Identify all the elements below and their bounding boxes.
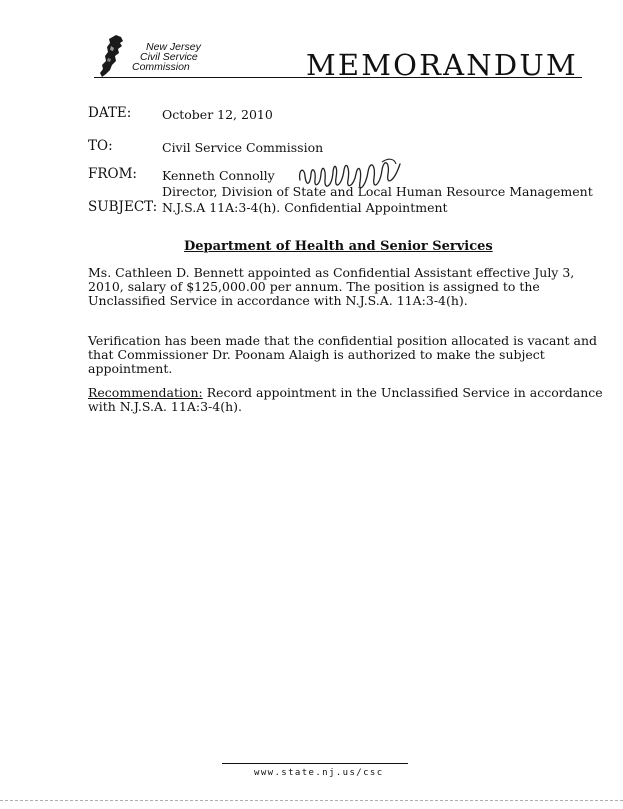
recommendation-text: Record appointment in the Unclassified Service in accordance	[202, 385, 603, 400]
recommendation-line	[88, 385, 603, 400]
date-value: October 12, 2010	[162, 107, 273, 122]
paragraph-line: Unclassified Service in accordance with N.J.S.A. 11A:3-4(h).	[88, 293, 468, 308]
footer-url[interactable]: www.state.nj.us/csc	[254, 768, 384, 778]
agency-name	[132, 42, 201, 72]
paragraph-line: Ms. Cathleen D. Bennett appointed as Confidential Assistant effective July 3,	[88, 265, 575, 280]
from-title: Director, Division of State and Local Human Resource Management	[162, 184, 593, 199]
recommendation-paragraph	[88, 385, 603, 414]
agency-line-1: New Jersey	[146, 41, 201, 53]
department-heading: Department of Health and Senior Services	[184, 239, 493, 254]
verification-paragraph	[88, 333, 598, 376]
scan-edge-divider	[0, 800, 623, 801]
to-label: TO:	[88, 138, 113, 154]
from-label: FROM:	[88, 166, 137, 182]
paragraph-line: that Commissioner Dr. Poonam Alaigh is authorized to make the subject	[88, 347, 545, 362]
paragraph-line: 2010, salary of $125,000.00 per annum. The position is assigned to the	[88, 279, 540, 294]
state-silhouette-icon	[94, 34, 130, 78]
recommendation-label: Recommendation:	[88, 385, 203, 400]
agency-line-3: Commission	[132, 61, 190, 73]
from-name: Kenneth Connolly	[162, 168, 275, 183]
agency-line-2: Civil Service	[140, 51, 198, 63]
memo-title: MEMORANDUM	[306, 48, 578, 82]
appointment-paragraph	[88, 265, 575, 308]
footer-rule	[222, 763, 408, 764]
to-value: Civil Service Commission	[162, 140, 324, 155]
paragraph-line: appointment.	[88, 361, 173, 376]
header-rule	[94, 77, 582, 78]
subject-value: N.J.S.A 11A:3-4(h). Confidential Appointment	[162, 200, 448, 215]
date-label: DATE:	[88, 105, 132, 121]
signature	[296, 156, 406, 198]
recommendation-line-2: with N.J.S.A. 11A:3-4(h).	[88, 399, 242, 414]
subject-label: SUBJECT:	[88, 199, 158, 215]
paragraph-line: Verification has been made that the confidential position allocated is vacant and	[88, 333, 598, 348]
agency-logo	[94, 34, 214, 80]
